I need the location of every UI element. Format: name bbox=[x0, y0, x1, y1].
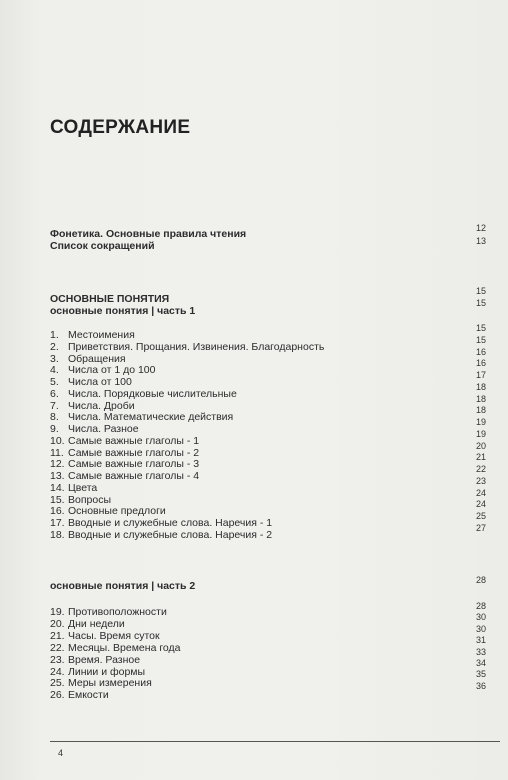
toc-item-label: Самые важные глаголы - 3 bbox=[68, 458, 200, 471]
toc-item-page: 18 bbox=[475, 405, 486, 416]
section1-heading: ОСНОВНЫЕ ПОНЯТИЯ bbox=[50, 293, 170, 305]
toc-item-page: 24 bbox=[475, 487, 486, 498]
toc-item-number: 3. bbox=[50, 352, 59, 365]
toc-item-label: Обращения bbox=[68, 352, 126, 365]
toc-item-number: 23. bbox=[50, 653, 65, 666]
toc-item-number: 19. bbox=[50, 606, 65, 618]
toc-item-page: 16 bbox=[475, 346, 486, 357]
footer-page-number: 4 bbox=[58, 748, 64, 758]
toc-item-number: 25. bbox=[50, 677, 65, 690]
section1-sub-page: 15 bbox=[475, 298, 486, 308]
toc-item-label: Дни недели bbox=[68, 617, 125, 630]
toc-item-label: Часы. Время суток bbox=[68, 629, 160, 642]
toc-item-label: Месяцы. Времена года bbox=[68, 641, 181, 654]
toc-item-number: 13. bbox=[50, 470, 65, 482]
toc-item-label: Числа. Разное bbox=[68, 423, 139, 435]
toc-entry-phonetics: Фонетика. Основные правила чтения bbox=[50, 228, 247, 240]
toc-item-page: 18 bbox=[475, 393, 486, 404]
toc-item-label: Самые важные глаголы - 4 bbox=[68, 470, 200, 482]
page-title: СОДЕРЖАНИЕ bbox=[50, 117, 191, 138]
toc-item-page: 19 bbox=[475, 417, 486, 427]
toc-item-label: Числа. Порядковые числительные bbox=[68, 387, 237, 400]
section1-heading-page: 15 bbox=[475, 286, 486, 296]
toc-item-label: Противоположности bbox=[68, 606, 167, 618]
toc-item-label: Числа. Математические действия bbox=[68, 411, 234, 424]
toc-item-page: 35 bbox=[475, 669, 486, 680]
toc-item-page: 30 bbox=[475, 612, 486, 623]
toc-item-label: Самые важные глаголы - 2 bbox=[68, 446, 200, 459]
toc-item-label: Емкости bbox=[68, 689, 109, 702]
toc-item-label: Меры измерения bbox=[68, 677, 152, 690]
toc-item-label: Местоимения bbox=[68, 329, 135, 341]
toc-item-page: 17 bbox=[475, 370, 486, 380]
toc-item-page: 21 bbox=[475, 452, 486, 463]
toc-item-label: Вопросы bbox=[68, 493, 112, 506]
toc-item-page: 31 bbox=[475, 635, 486, 646]
toc-item-page: 24 bbox=[475, 499, 486, 510]
section2-subheading: основные понятия | часть 2 bbox=[50, 580, 196, 592]
toc-item-number: 18. bbox=[50, 528, 65, 541]
toc-item-number: 17. bbox=[50, 517, 65, 529]
toc-item-label: Числа от 100 bbox=[68, 376, 132, 388]
toc-item-label: Цвета bbox=[68, 481, 98, 494]
toc-item-number: 15. bbox=[50, 493, 65, 506]
toc-item-label: Числа от 1 до 100 bbox=[68, 364, 156, 377]
toc-item-label: Вводные и служебные слова. Наречия - 2 bbox=[68, 528, 273, 541]
toc-item-label: Самые важные глаголы - 1 bbox=[68, 434, 200, 447]
toc-item-number: 22. bbox=[50, 641, 65, 654]
toc-item-number: 26. bbox=[50, 689, 65, 702]
section2-sub-page: 28 bbox=[475, 575, 486, 585]
toc-item-number: 7. bbox=[50, 399, 59, 412]
toc-item-page: 36 bbox=[475, 680, 486, 691]
toc-entry-abbreviations: Список сокращений bbox=[50, 240, 155, 252]
toc-item-number: 2. bbox=[50, 340, 59, 353]
toc-item-page: 22 bbox=[475, 464, 486, 474]
toc-item-number: 14. bbox=[50, 481, 65, 494]
toc-item-number: 16. bbox=[50, 505, 65, 518]
toc-item-page: 27 bbox=[475, 522, 486, 533]
toc-item-number: 9. bbox=[50, 423, 59, 435]
footer-rule bbox=[50, 741, 500, 742]
toc-item-label: Приветствия. Прощания. Извинения. Благодарность bbox=[68, 340, 325, 353]
toc-item-page: 34 bbox=[475, 658, 486, 668]
toc-item-label: Линии и формы bbox=[68, 665, 146, 678]
toc-item-page: 19 bbox=[475, 428, 486, 439]
toc-item-number: 6. bbox=[50, 387, 59, 400]
toc-item-page: 30 bbox=[475, 623, 486, 634]
toc-item-page: 20 bbox=[475, 440, 486, 451]
toc-item-number: 21. bbox=[50, 629, 65, 642]
toc-item-number: 5. bbox=[50, 376, 59, 388]
section1-subheading: основные понятия | часть 1 bbox=[50, 305, 196, 317]
toc-item-number: 12. bbox=[50, 458, 65, 471]
toc-item-number: 1. bbox=[50, 329, 59, 341]
toc-item-number: 20. bbox=[50, 617, 65, 630]
toc-item-page: 25 bbox=[475, 511, 486, 521]
toc-item-page: 15 bbox=[475, 334, 486, 345]
toc-item-page: 23 bbox=[475, 475, 486, 486]
toc-item-label: Время. Разное bbox=[68, 653, 141, 666]
toc-page-phonetics: 12 bbox=[475, 223, 486, 233]
toc-item-number: 11. bbox=[50, 446, 64, 459]
toc-item-label: Вводные и служебные слова. Наречия - 1 bbox=[68, 517, 273, 529]
toc-item-page: 18 bbox=[475, 381, 486, 392]
toc-item-page: 33 bbox=[475, 646, 486, 657]
toc-item-number: 10. bbox=[50, 434, 65, 447]
toc-item-number: 8. bbox=[50, 411, 59, 424]
toc-item-label: Числа. Дроби bbox=[68, 399, 135, 412]
toc-page-abbreviations: 13 bbox=[475, 236, 486, 246]
toc-item-page: 28 bbox=[475, 601, 486, 611]
toc-item-page: 15 bbox=[475, 323, 486, 333]
toc-item-number: 4. bbox=[50, 364, 59, 377]
toc-item-label: Основные предлоги bbox=[68, 505, 166, 518]
toc-item-page: 16 bbox=[475, 358, 486, 369]
toc-item-number: 24. bbox=[50, 665, 65, 678]
